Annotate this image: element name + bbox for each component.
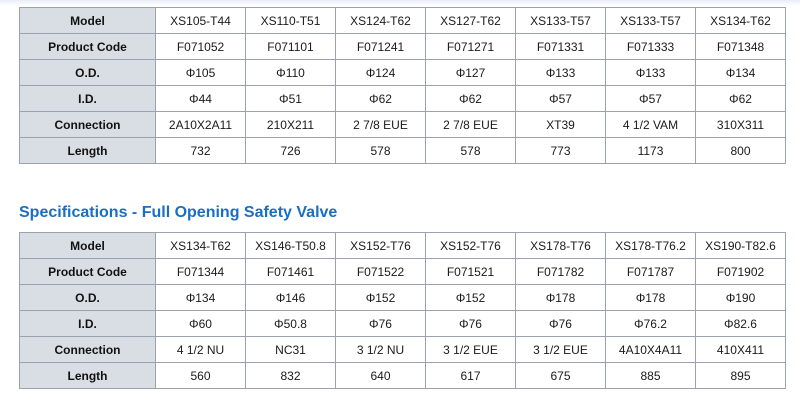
table-cell: XS146-T50.8	[246, 233, 336, 259]
table-cell: 885	[606, 363, 696, 389]
table-cell: Φ82.6	[696, 311, 786, 337]
table-cell: XS133-T57	[516, 8, 606, 34]
table-cell: F071782	[516, 259, 606, 285]
table-cell: Φ76	[516, 311, 606, 337]
table-cell: 617	[426, 363, 516, 389]
row-label: Length	[20, 138, 156, 164]
table-cell: Φ62	[426, 86, 516, 112]
table-cell: XS134-T62	[696, 8, 786, 34]
table-cell: Φ62	[696, 86, 786, 112]
table-cell: 4A10X4A11	[606, 337, 696, 363]
table-cell: 2A10X2A11	[156, 112, 246, 138]
spec-table-1	[19, 7, 786, 164]
table-cell: 732	[156, 138, 246, 164]
table-cell: Φ51	[246, 86, 336, 112]
top-edge	[0, 0, 800, 6]
table-cell: Φ50.8	[246, 311, 336, 337]
table-cell: XS178-T76	[516, 233, 606, 259]
table-cell: F071344	[156, 259, 246, 285]
table-row	[20, 363, 786, 389]
table-cell: 1173	[606, 138, 696, 164]
row-label: Model	[20, 8, 156, 34]
table-cell: XS110-T51	[246, 8, 336, 34]
table-row	[20, 8, 786, 34]
table-cell: Φ146	[246, 285, 336, 311]
section-title: Specifications - Full Opening Safety Valve	[19, 204, 338, 221]
table-cell: Φ190	[696, 285, 786, 311]
table-row	[20, 138, 786, 164]
table-cell: 3 1/2 EUE	[426, 337, 516, 363]
table-cell: 560	[156, 363, 246, 389]
table-cell: XS152-T76	[336, 233, 426, 259]
table-row	[20, 34, 786, 60]
table-cell: F071787	[606, 259, 696, 285]
table-cell: 410X411	[696, 337, 786, 363]
table-cell: Φ62	[336, 86, 426, 112]
table-cell: 4 1/2 NU	[156, 337, 246, 363]
table-cell: Φ110	[246, 60, 336, 86]
row-label: O.D.	[20, 60, 156, 86]
table-cell: NC31	[246, 337, 336, 363]
table-row	[20, 233, 786, 259]
row-label: Product Code	[20, 34, 156, 60]
table-cell: F071461	[246, 259, 336, 285]
table-row	[20, 259, 786, 285]
table-cell: 578	[426, 138, 516, 164]
table-cell: Φ134	[696, 60, 786, 86]
table-cell: F071902	[696, 259, 786, 285]
table-cell: 310X311	[696, 112, 786, 138]
table-row	[20, 285, 786, 311]
table-cell: XS152-T76	[426, 233, 516, 259]
row-label: Length	[20, 363, 156, 389]
table-cell: 2 7/8 EUE	[426, 112, 516, 138]
table-row	[20, 337, 786, 363]
row-label: I.D.	[20, 86, 156, 112]
table-cell: 800	[696, 138, 786, 164]
table-cell: 640	[336, 363, 426, 389]
table-cell: Φ133	[606, 60, 696, 86]
table-cell: F071052	[156, 34, 246, 60]
table-cell: F071271	[426, 34, 516, 60]
table-cell: Φ127	[426, 60, 516, 86]
table-row	[20, 311, 786, 337]
table-cell: F071522	[336, 259, 426, 285]
table-cell: F071241	[336, 34, 426, 60]
table-cell: XT39	[516, 112, 606, 138]
table-cell: 895	[696, 363, 786, 389]
table-cell: Φ124	[336, 60, 426, 86]
row-label: Product Code	[20, 259, 156, 285]
table-cell: Φ57	[516, 86, 606, 112]
row-label: I.D.	[20, 311, 156, 337]
table-cell: Φ76.2	[606, 311, 696, 337]
row-label: Connection	[20, 112, 156, 138]
row-label: O.D.	[20, 285, 156, 311]
table-cell: 2 7/8 EUE	[336, 112, 426, 138]
row-label: Model	[20, 233, 156, 259]
table-cell: XS127-T62	[426, 8, 516, 34]
table-cell: Φ57	[606, 86, 696, 112]
table-cell: F071101	[246, 34, 336, 60]
table-cell: 832	[246, 363, 336, 389]
table-cell: F071521	[426, 259, 516, 285]
table-cell: Φ105	[156, 60, 246, 86]
table-cell: Φ134	[156, 285, 246, 311]
table-cell: XS124-T62	[336, 8, 426, 34]
table-cell: Φ178	[516, 285, 606, 311]
table-cell: 210X211	[246, 112, 336, 138]
table-row	[20, 60, 786, 86]
table-cell: XS133-T57	[606, 8, 696, 34]
table-cell: 4 1/2 VAM	[606, 112, 696, 138]
table-cell: XS105-T44	[156, 8, 246, 34]
table-cell: Φ152	[336, 285, 426, 311]
table-cell: F071331	[516, 34, 606, 60]
table-cell: 773	[516, 138, 606, 164]
table-cell: Φ152	[426, 285, 516, 311]
table-cell: 675	[516, 363, 606, 389]
table-cell: Φ60	[156, 311, 246, 337]
table-cell: XS190-T82.6	[696, 233, 786, 259]
table-cell: Φ44	[156, 86, 246, 112]
table-cell: Φ76	[336, 311, 426, 337]
row-label: Connection	[20, 337, 156, 363]
spec-table-2	[19, 232, 786, 389]
table-cell: Φ178	[606, 285, 696, 311]
table-cell: XS134-T62	[156, 233, 246, 259]
table-row	[20, 86, 786, 112]
table-cell: 726	[246, 138, 336, 164]
table-cell: Φ133	[516, 60, 606, 86]
table-cell: F071333	[606, 34, 696, 60]
table-cell: 578	[336, 138, 426, 164]
table-cell: 3 1/2 EUE	[516, 337, 606, 363]
table-cell: XS178-T76.2	[606, 233, 696, 259]
table-cell: 3 1/2 NU	[336, 337, 426, 363]
table-cell: F071348	[696, 34, 786, 60]
table-cell: Φ76	[426, 311, 516, 337]
table-row	[20, 112, 786, 138]
